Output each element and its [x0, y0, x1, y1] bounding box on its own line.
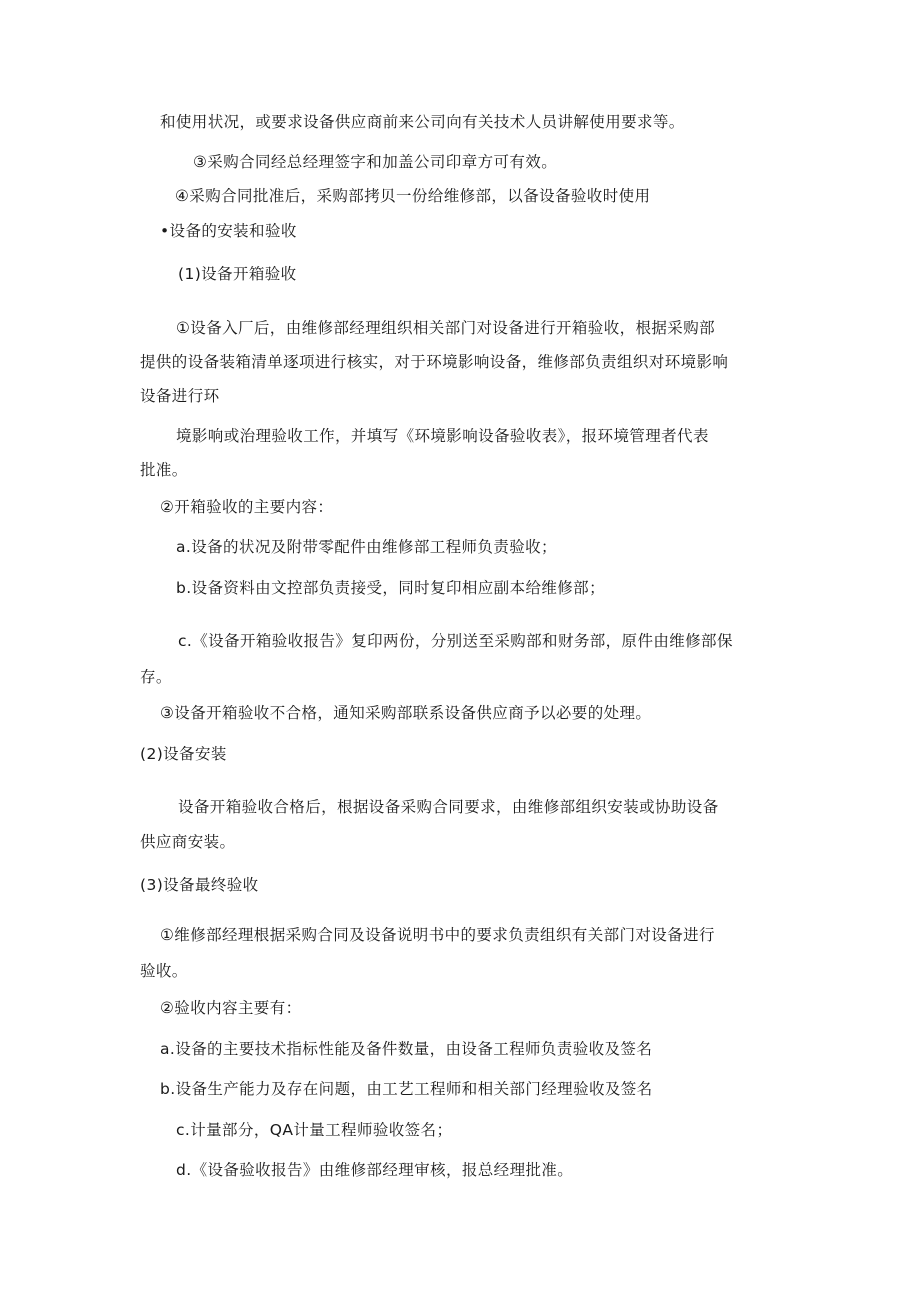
paragraph-line: 供应商安装。: [140, 833, 236, 851]
list-item: a.设备的状况及附带零配件由维修部工程师负责验收；: [176, 538, 557, 556]
list-item: b.设备资料由文控部负责接受，同时复印相应副本给维修部；: [176, 579, 605, 597]
list-item: 存。: [140, 668, 172, 686]
list-item: c.计量部分，QA计量工程师验收签名；: [176, 1121, 453, 1139]
paragraph-line: 境影响或治理验收工作，并填写《环境影响设备验收表》，报环境管理者代表: [176, 427, 709, 445]
subsection-heading: (2)设备安装: [140, 745, 227, 763]
list-item: c.《设备开箱验收报告》复印两份，分别送至采购部和财务部，原件由维修部保: [178, 632, 733, 650]
paragraph-line: ①设备入厂后，由维修部经理组织相关部门对设备进行开箱验收，根据采购部: [176, 319, 715, 337]
section-heading: •设备的安装和验收: [160, 222, 297, 240]
paragraph-line: 提供的设备装箱清单逐项进行核实，对于环境影响设备，维修部负责组织对环境影响: [140, 353, 729, 371]
subsection-heading: (1)设备开箱验收: [178, 265, 297, 283]
paragraph-line: ①维修部经理根据采购合同及设备说明书中的要求负责组织有关部门对设备进行: [160, 926, 715, 944]
paragraph-line: ②验收内容主要有：: [160, 999, 302, 1017]
paragraph-line: ④采购合同批准后，采购部拷贝一份给维修部，以备设备验收时使用: [175, 187, 651, 205]
list-item: d.《设备验收报告》由维修部经理审核，报总经理批准。: [176, 1161, 574, 1179]
paragraph-line: ②开箱验收的主要内容：: [160, 498, 334, 516]
list-item: b.设备生产能力及存在问题，由工艺工程师和相关部门经理验收及签名: [160, 1080, 653, 1098]
paragraph-line: ③设备开箱验收不合格，通知采购部联系设备供应商予以必要的处理。: [160, 704, 652, 722]
subsection-heading: (3)设备最终验收: [140, 876, 259, 894]
paragraph-line: 设备进行环: [140, 387, 220, 405]
paragraph-line: 和使用状况，或要求设备供应商前来公司向有关技术人员讲解使用要求等。: [160, 113, 685, 131]
list-item: a.设备的主要技术指标性能及备件数量，由设备工程师负责验收及签名: [160, 1040, 653, 1058]
paragraph-line: ③采购合同经总经理签字和加盖公司印章方可有效。: [193, 153, 558, 171]
paragraph-line: 验收。: [140, 962, 188, 980]
paragraph-line: 批准。: [140, 461, 188, 479]
paragraph-line: 设备开箱验收合格后，根据设备采购合同要求，由维修部组织安装或协助设备: [178, 798, 719, 816]
